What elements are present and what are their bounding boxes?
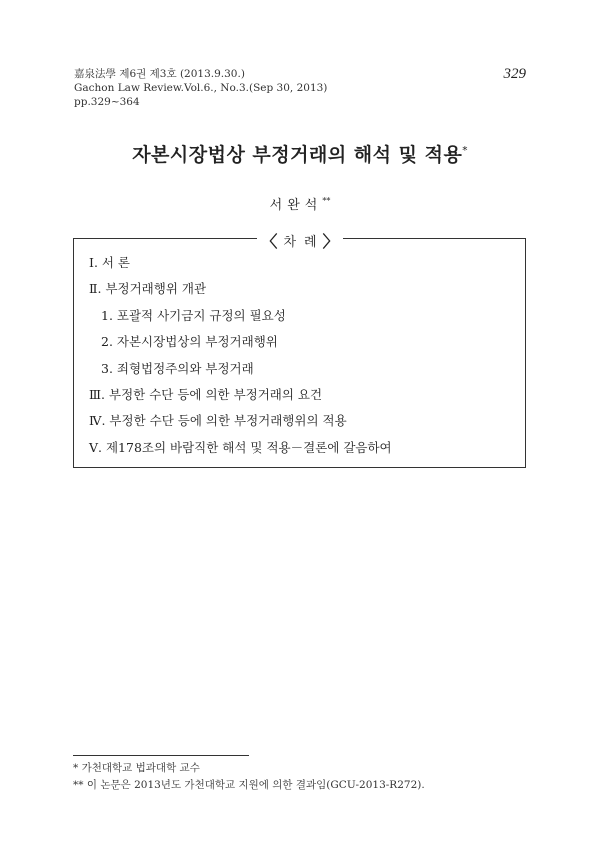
journal-citation-english: Gachon Law Review.Vol.6., No.3.(Sep 30, 2013) [74,82,328,94]
toc-heading-label [257,229,342,252]
toc-list [89,250,392,461]
journal-header [74,67,327,109]
toc-item: Ⅰ. 서 론 [89,255,131,270]
toc-subitem: 3. 죄형법정주의와 부정거래 [101,360,254,376]
footnote-funding: ** 이 논문은 2013년도 가천대학교 지원에 의한 결과임(GCU-2013-R272). [73,779,425,791]
article-title: 자본시장법상 부정거래의 해석 및 적용 [132,144,463,166]
title-footnote-mark: * [462,145,468,157]
page-range: pp.329~364 [74,96,140,108]
journal-citation-korean: 嘉泉法學 제6권 제3호 (2013.9.30.) [74,68,245,80]
left-angle-bracket-icon: 〈 [261,232,278,251]
toc-item: Ⅴ. 제178조의 바람직한 해석 및 적용－결론에 갈음하여 [89,439,392,455]
footnote-divider [73,755,249,756]
toc-item: Ⅳ. 부정한 수단 등에 의한 부정거래행위의 적용 [89,413,347,429]
author-footnote-mark: ** [322,196,331,206]
toc-subitem: 1. 포괄적 사기금지 규정의 필요성 [101,307,286,323]
footnotes [73,760,425,794]
toc-heading-text: 차례 [283,235,325,250]
footnote-affiliation: * 가천대학교 법과대학 교수 [73,762,200,774]
right-angle-bracket-icon: 〉 [322,232,339,251]
toc-subitem: 2. 자본시장법상의 부정거래행위 [101,334,278,350]
toc-item: Ⅱ. 부정거래행위 개관 [89,281,207,297]
page-number: 329 [503,66,526,82]
toc-item: Ⅲ. 부정한 수단 등에 의한 부정거래의 요건 [89,386,323,402]
author-name: 서완석 [269,198,323,213]
article-title-block [0,140,600,167]
author-line [0,194,600,213]
